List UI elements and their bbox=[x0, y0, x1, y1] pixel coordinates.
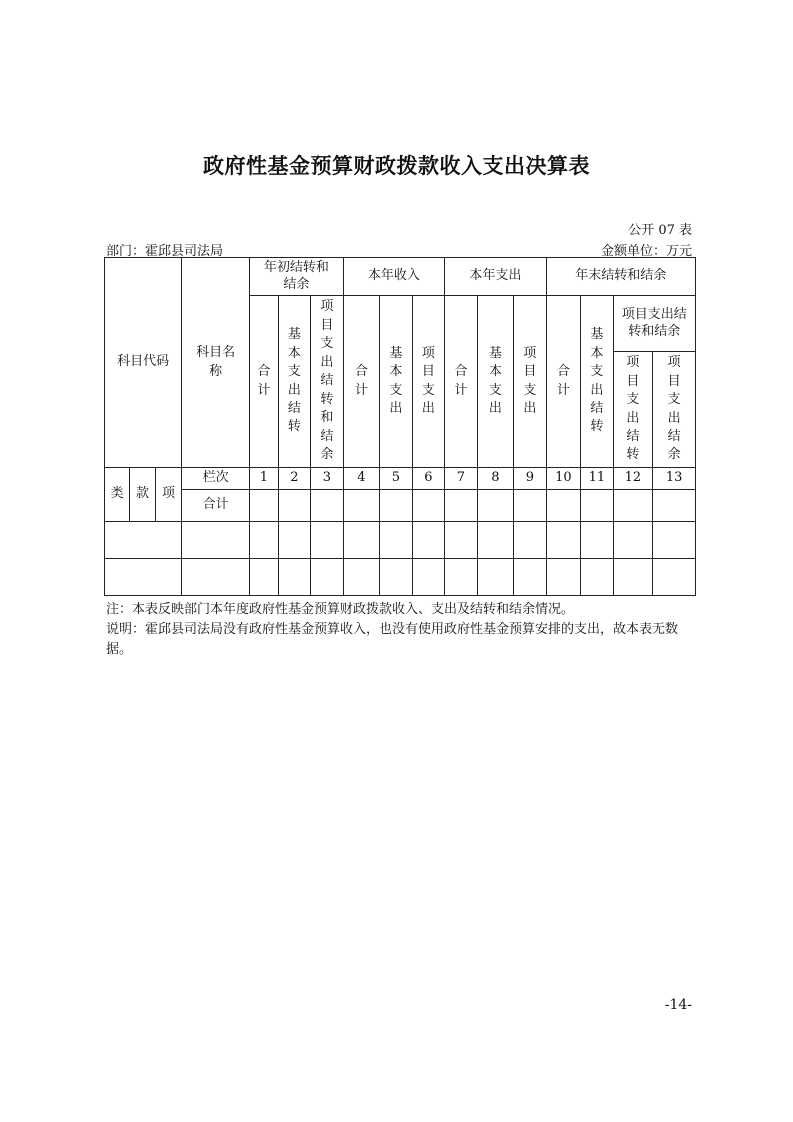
column-number: 1 bbox=[250, 468, 278, 490]
table-row bbox=[105, 559, 696, 596]
page-number: -14- bbox=[664, 997, 692, 1013]
header-expense: 本年支出 bbox=[445, 258, 547, 296]
column-number: 11 bbox=[581, 468, 613, 490]
table-note: 注：本表反映部门本年度政府性基金预算财政拨款收入、支出及结转和结余情况。 bbox=[106, 602, 575, 617]
amount-unit-label: 金额单位：万元 bbox=[600, 244, 692, 259]
column-number: 3 bbox=[311, 468, 344, 490]
header-begin-basic-carry: 基本支出结转 bbox=[278, 296, 310, 468]
fund-budget-table bbox=[104, 257, 696, 596]
header-begin-balance: 年初结转和结余 bbox=[250, 258, 343, 296]
column-number-label: 栏次 bbox=[182, 468, 250, 490]
header-xiang: 项 bbox=[155, 468, 181, 522]
column-number: 4 bbox=[343, 468, 380, 490]
header-end-project-carry: 项目支出结转 bbox=[613, 352, 653, 468]
header-end-basic-carry: 基本支出结转 bbox=[581, 296, 613, 468]
column-number: 2 bbox=[278, 468, 310, 490]
header-expense-total: 合计 bbox=[445, 296, 477, 468]
column-number: 5 bbox=[380, 468, 412, 490]
column-number: 10 bbox=[546, 468, 581, 490]
table-explanation: 说明：霍邱县司法局没有政府性基金预算收入，也没有使用政府性基金预算安排的支出，故本表无数据。 bbox=[106, 622, 679, 657]
header-income: 本年收入 bbox=[343, 258, 445, 296]
page-title: 政府性基金预算财政拨款收入支出决算表 bbox=[203, 153, 590, 178]
department-label: 部门：霍邱县司法局 bbox=[106, 244, 224, 259]
header-subject-code: 科目代码 bbox=[105, 258, 182, 468]
total-row-label: 合计 bbox=[182, 490, 250, 522]
header-lei: 类 bbox=[105, 468, 130, 522]
column-number: 12 bbox=[613, 468, 653, 490]
header-end-project-balance: 项目支出结转和结余 bbox=[613, 296, 695, 352]
header-end-balance: 年末结转和结余 bbox=[546, 258, 695, 296]
table-number: 公开 07 表 bbox=[628, 223, 692, 238]
column-number: 7 bbox=[445, 468, 477, 490]
header-end-total: 合计 bbox=[546, 296, 581, 468]
table-row bbox=[105, 522, 696, 559]
header-kuan: 款 bbox=[130, 468, 155, 522]
column-number: 13 bbox=[653, 468, 696, 490]
header-income-project: 项目支出 bbox=[412, 296, 444, 468]
header-subject-name: 科目名称 bbox=[182, 258, 250, 468]
header-end-project-balance-sub: 项目支出结余 bbox=[653, 352, 696, 468]
header-begin-total: 合计 bbox=[250, 296, 278, 468]
header-begin-project-balance: 项目支出结转和结余 bbox=[311, 296, 344, 468]
total-row bbox=[105, 490, 696, 522]
header-income-total: 合计 bbox=[343, 296, 380, 468]
header-income-basic: 基本支出 bbox=[380, 296, 412, 468]
column-number: 6 bbox=[412, 468, 444, 490]
header-expense-basic: 基本支出 bbox=[477, 296, 514, 468]
column-number: 9 bbox=[514, 468, 546, 490]
header-expense-project: 项目支出 bbox=[514, 296, 546, 468]
column-number: 8 bbox=[477, 468, 514, 490]
